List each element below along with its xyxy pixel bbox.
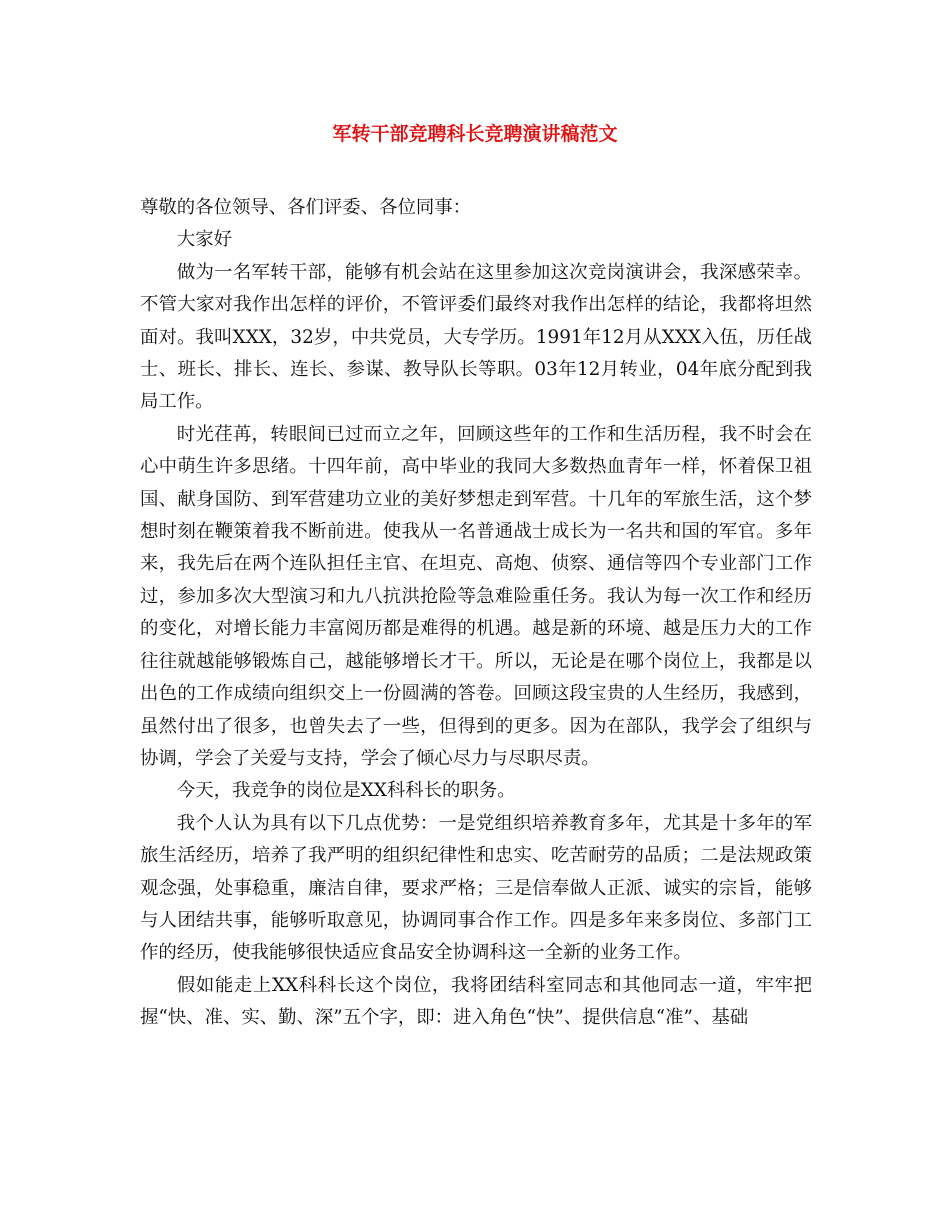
paragraph-plan: 假如能走上XX科科长这个岗位，我将团结科室同志和其他同志一道，牢牢把握“快、准、实、勤、深”五个字，即：进入角色“快”、提供信息“准”、基础 [140,974,812,1029]
salutation: 尊敬的各位领导、各们评委、各位同事： [140,197,472,218]
paragraph-experience: 时光荏苒，转眼间已过而立之年，回顾这些年的工作和生活历程，我不时会在心中萌生许多思绪。十四年前，高中毕业的我同大多数热血青年一样，怀着保卫祖国、献身国防、到军营建功立业的美好梦想走到军营。十几年的军旅生活，这个梦想时刻在鞭策着我不断前进。使我从一名普通战士成长为一名共和国的军官。多年来，我先后在两个连队担任主官、在坦克、高炮、侦察、通信等四个专业部门工作过，参加多次大型演习和九八抗洪抢险等急难险重任务。我认为每一次工作和经历的变化，对增长能力丰富阅历都是难得的机遇。越是新的环境、越是压力大的工作往往就越能够锻炼自己，越能够增长才干。所以，无论是在哪个岗位上，我都是以出色的工作成绩向组织交上一份圆满的答卷。回顾这段宝贵的人生经历，我感到，虽然付出了很多，也曾失去了一些，但得到的更多。因为在部队，我学会了组织与协调，学会了关爱与支持，学会了倾心尽力与尽职尽责。 [140,423,812,769]
document-title: 军转干部竞聘科长竞聘演讲稿范文 [332,123,618,145]
greeting: 大家好 [176,229,232,251]
paragraph-position: 今天，我竞争的岗位是XX科科长的职务。 [176,780,516,802]
paragraph-advantages: 我个人认为具有以下几点优势：一是党组织培养教育多年，尤其是十多年的军旅生活经历，培养了我严明的组织纪律性和忠实、吃苦耐劳的品质；二是法规政策观念强，处事稳重，廉洁自律，要求严格；三是信奉做人正派、诚实的宗旨，能够与人团结共事，能够听取意见，协调同事合作工作。四是多年来多岗位、多部门工作的经历，使我能够很快适应食品安全协调科这一全新的业务工作。 [140,812,812,964]
paragraph-intro: 做为一名军转干部，能够有机会站在这里参加这次竞岗演讲会，我深感荣幸。不管大家对我作出怎样的评价，不管评委们最终对我作出怎样的结论，我都将坦然面对。我叫XXX，32岁，中共党员，大专学历。1991年12月从XXX入伍，历任战士、班长、排长、连长、参谋、教导队长等职。03年12月转业，04年底分配到我局工作。 [140,261,812,413]
document-body [140,192,812,1035]
